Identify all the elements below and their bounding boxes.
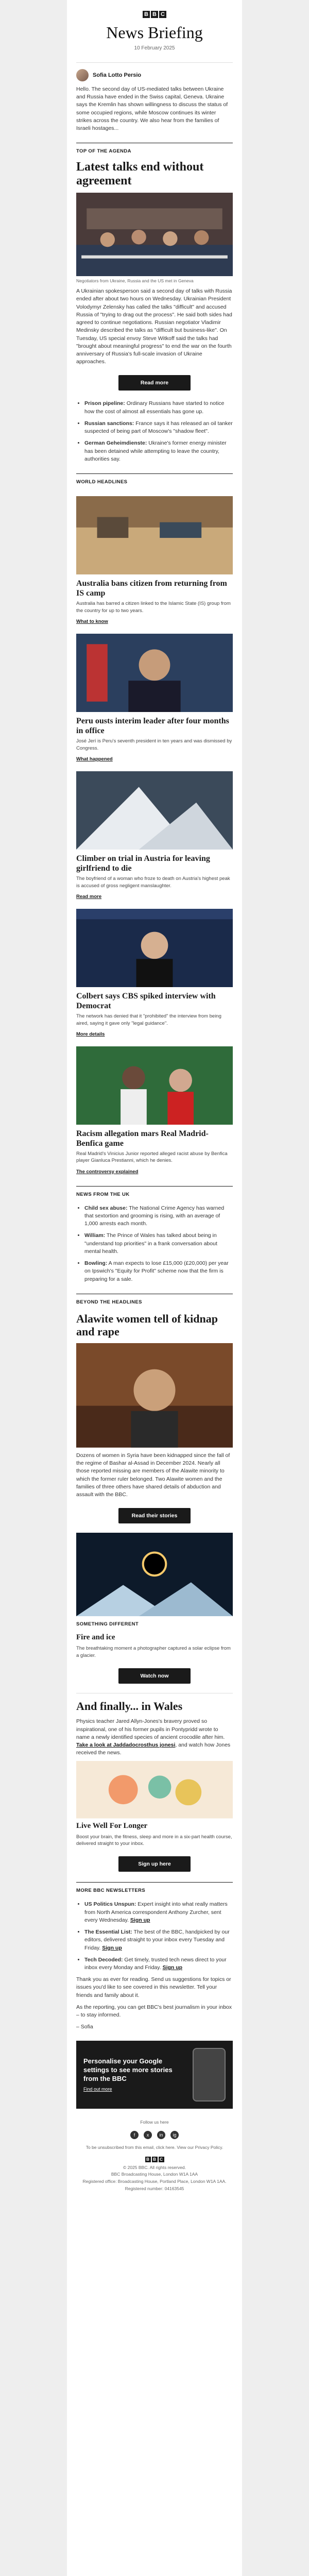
divider xyxy=(76,62,233,63)
bullet-lead: William: xyxy=(84,1232,106,1239)
author xyxy=(76,69,233,81)
signoff-signature: – Sofia xyxy=(76,2024,93,2030)
story-headline[interactable]: Climber on trial in Austria for leaving girlfriend to die xyxy=(76,854,210,873)
x-icon[interactable]: x xyxy=(144,2131,152,2139)
watch-now-button[interactable]: Watch now xyxy=(118,1668,191,1684)
bullet-text[interactable]: The National Crime Agency has warned that sextortion and grooming is rising, with an average of 1,000 arrests each month. xyxy=(84,1205,225,1227)
newsletter-container xyxy=(67,0,242,2576)
story-headline[interactable]: Colbert says CBS spiked interview with Democrat xyxy=(76,991,216,1011)
feature-body: Dozens of women in Syria have been kidnapped since the fall of the regime of Bashar al-Assad in December 2024. Nearly all those reported missing are members of the Alawite minority to which the former ruler belonged. Two Alawite women and the families of three others have shared details of abduction and assault with the BBC. xyxy=(76,1452,230,1498)
finally-link[interactable]: Take a look at Jaddadocrosthus jonesi xyxy=(76,1741,176,1748)
bullet-lead: Prison pipeline: xyxy=(84,400,125,407)
facebook-icon[interactable]: f xyxy=(130,2131,139,2139)
phone-icon xyxy=(193,2048,226,2102)
logo-letter: B xyxy=(143,11,150,18)
finally-text-2: , and watch how Jones received the news. xyxy=(76,1741,231,1756)
bullet-lead: Bowling: xyxy=(84,1260,108,1267)
more-bullets xyxy=(76,1901,233,1972)
bullet-text[interactable]: Ordinary Russians have started to notice how the cost of almost all essentials has gone up. xyxy=(84,400,225,415)
google-promo[interactable] xyxy=(76,2041,233,2109)
lead-image[interactable] xyxy=(76,193,233,276)
logo-letter: B xyxy=(145,2157,151,2162)
newsletter-signup-link[interactable]: Sign up xyxy=(162,1964,183,1971)
lead-headline[interactable]: Latest talks end without agreement xyxy=(76,160,204,188)
bullet-lead: Child sex abuse: xyxy=(84,1205,128,1211)
promo-link[interactable]: Find out more xyxy=(83,2086,112,2092)
sign-up-button[interactable]: Sign up here xyxy=(118,1856,191,1872)
story-image[interactable] xyxy=(76,634,233,712)
finally-text: Physics teacher Jared Allyn-Jones's bravery proved so inspirational, one of his former pupils in Pontypridd wrote to name a newly identified species of ancient crocodile after him. xyxy=(76,1718,225,1740)
logo-letter: C xyxy=(159,2157,164,2162)
list-item xyxy=(84,1956,233,1972)
world-story xyxy=(76,1046,233,1176)
newsletter-signup-link[interactable]: Sign up xyxy=(102,1944,122,1951)
bullet-text[interactable]: A man expects to lose £15,000 (£20,000) per year on Ipswich's "Equity for Profit" scheme now that the firm is preparing for a sale. xyxy=(84,1260,229,1282)
date: 10 February 2025 xyxy=(134,45,175,51)
world-story xyxy=(76,771,233,901)
list-item xyxy=(84,1205,233,1228)
photo-mountain xyxy=(76,771,233,850)
list-item xyxy=(84,1232,233,1256)
story-headline[interactable]: Peru ousts interim leader after four months in office xyxy=(76,716,229,736)
bullet-text[interactable]: Ukraine's former energy minister has been detained while attempting to leave the country, authorities say. xyxy=(84,440,227,462)
world-story xyxy=(76,634,233,763)
unsubscribe-note[interactable]: To be unsubscribed from this email, click here. View our Privacy Policy. xyxy=(85,2145,224,2150)
photo-colbert xyxy=(76,909,233,987)
bullet-text: The best of the BBC, handpicked by our editors, delivered straight to your inbox every Tuesday and Friday. xyxy=(84,1929,230,1951)
story-headline[interactable]: Australia bans citizen from returning from IS camp xyxy=(76,579,227,598)
story-link[interactable]: What happened xyxy=(76,756,113,762)
logo-letter: B xyxy=(152,2157,158,2162)
section-label-beyond: BEYOND THE HEADLINES xyxy=(76,1294,233,1308)
story-headline[interactable]: Racism allegation mars Real Madrid-Benfica game xyxy=(76,1129,209,1148)
bullet-lead: US Politics Unspun: xyxy=(84,1901,136,1908)
bullet-text: Get timely, trusted tech news direct to your inbox every Monday and Friday. xyxy=(84,1956,227,1971)
bullet-text: Expert insight into what really matters from North America correspondent Anthony Zurcher, sent every Wednesday. xyxy=(84,1901,228,1923)
bullet-lead: German Geheimdienste: xyxy=(84,440,147,447)
newsletter-title: News Briefing xyxy=(106,23,203,42)
story-desc: Australia has barred a citizen linked to the Islamic State (IS) group from the country for up to two years. xyxy=(76,601,231,614)
photo-talks xyxy=(76,193,233,276)
feature-image[interactable] xyxy=(76,1343,233,1448)
logo-letter: B xyxy=(151,11,158,18)
world-story xyxy=(76,909,233,1038)
social-links xyxy=(76,2131,233,2139)
instagram-icon[interactable]: ig xyxy=(170,2131,179,2139)
lead-caption: Negotiators from Ukraine, Russia and the US met in Geneva xyxy=(76,278,194,284)
promo-headline: Personalise your Google settings to see more stories from the BBC xyxy=(83,2057,173,2082)
photo-football xyxy=(76,1046,233,1125)
finally-headline: And finally... in Wales xyxy=(76,1700,183,1713)
story-image[interactable] xyxy=(76,1046,233,1125)
list-item xyxy=(84,439,233,463)
list-item xyxy=(84,420,233,435)
footer xyxy=(76,2119,233,2193)
story-image[interactable] xyxy=(76,909,233,987)
signoff-text: Thank you as ever for reading. Send us suggestions for topics or issues you'd like to see covered in this newsletter. Tell your friends and family about it. xyxy=(76,1976,231,1998)
top-bullets xyxy=(76,400,233,463)
wellfit-image[interactable] xyxy=(76,1761,233,1818)
list-item xyxy=(84,400,233,415)
list-item xyxy=(84,1901,233,1924)
illustration-wellness xyxy=(76,1761,233,1818)
different-desc: The breathtaking moment a photographer captured a solar eclipse from a glacier. xyxy=(76,1646,231,1658)
bullet-text[interactable]: The Prince of Wales has talked about being in "understand top priorities" in a frank conversation about mental health. xyxy=(84,1232,217,1255)
uk-bullets xyxy=(76,1205,233,1283)
story-link[interactable]: What to know xyxy=(76,618,108,624)
photo-peru xyxy=(76,634,233,712)
bullet-lead: Russian sanctions: xyxy=(84,420,134,427)
bullet-lead: The Essential List: xyxy=(84,1929,132,1936)
author-avatar xyxy=(76,69,89,81)
read-stories-button[interactable]: Read their stories xyxy=(118,1508,191,1523)
lead-body: A Ukrainian spokesperson said a second day of talks with Russia ended after about two hours on Wednesday. Ukrainian President Volodymyr Zelensky has called the talks "difficult" and accused Russia of "trying to drag out the process". He said both sides had agreed to continue negotiations. Russian negotiator Vladimir Medinsky described the talks as "difficult but business-like". On Tuesday, US special envoy Steve Witkoff said the talks had "brought about meaningful progress" to end the war on the fourth anniversary of Russia's full-scale invasion of Ukraine approaches. xyxy=(76,288,232,365)
story-link[interactable]: More details xyxy=(76,1031,105,1037)
different-headline[interactable]: Fire and ice xyxy=(76,1633,115,1642)
finally-body xyxy=(76,1718,233,1757)
newsletter-signup-link[interactable]: Sign up xyxy=(130,1917,150,1923)
linkedin-icon[interactable]: in xyxy=(157,2131,165,2139)
wellfit-headline[interactable]: Live Well For Longer xyxy=(76,1821,148,1830)
read-more-button[interactable]: Read more xyxy=(118,375,191,391)
story-image[interactable] xyxy=(76,496,233,574)
section-label-more: MORE BBC NEWSLETTERS xyxy=(76,1882,233,1896)
list-item xyxy=(84,1928,233,1952)
follow-label: Follow us here xyxy=(140,2119,169,2125)
logo-letter: C xyxy=(159,11,166,18)
story-link[interactable]: The controversy explained xyxy=(76,1168,139,1175)
signoff-text-2: As the reporting, you can get BBC's best journalism in your inbox – to stay informed. xyxy=(76,2004,232,2019)
story-desc: Real Madrid's Vinicius Junior reported alleged racist abuse by Benfica player Gianluca Prestianni, which he denies. xyxy=(76,1151,228,1164)
story-link[interactable]: Read more xyxy=(76,893,102,900)
feature-headline[interactable]: Alawite women tell of kidnap and rape xyxy=(76,1312,218,1338)
photo-alawite xyxy=(76,1343,233,1448)
promo-copy xyxy=(83,2057,187,2092)
address: BBC Broadcasting House, London W1A 1AA xyxy=(111,2172,198,2177)
copyright: © 2025 BBC. All rights reserved. xyxy=(123,2164,186,2170)
wellfit-body: Boost your brain, the fitness, sleep and more in a six-part health course, delivered straight to your inbox. xyxy=(76,1834,232,1847)
photo-eclipse xyxy=(76,1533,233,1616)
photo-camp xyxy=(76,496,233,574)
list-item xyxy=(84,1260,233,1283)
story-image[interactable] xyxy=(76,771,233,850)
section-label-uk: NEWS FROM THE UK xyxy=(76,1186,233,1200)
footer-bbc-logo xyxy=(145,2157,164,2162)
section-label-different: SOMETHING DIFFERENT xyxy=(76,1621,139,1628)
bbc-logo[interactable] xyxy=(143,11,166,18)
story-desc: The network has denied that it "prohibited" the interview from being aired, saying it gave only "legal guidance". xyxy=(76,1013,221,1026)
registered-office: Registered office: Broadcasting House, Portland Place, London W1A 1AA. Registered number: 04163545 xyxy=(82,2178,227,2191)
bullet-text[interactable]: France says it has released an oil tanker suspected of being part of Moscow's "shadow fleet". xyxy=(84,420,233,435)
author-name: Sofia Lotto Persio xyxy=(93,72,142,78)
world-story xyxy=(76,496,233,625)
section-label-top: TOP OF THE AGENDA xyxy=(76,143,233,157)
masthead xyxy=(76,7,233,56)
bullet-lead: Tech Decoded: xyxy=(84,1956,123,1963)
story-desc: José Jerí is Peru's seventh president in ten years and was dismissed by Congress. xyxy=(76,738,232,751)
story-desc: The boyfriend of a woman who froze to death on Austria's highest peak is accused of gross negligent manslaughter. xyxy=(76,876,230,889)
different-image[interactable] xyxy=(76,1533,233,1616)
section-label-world: WORLD HEADLINES xyxy=(76,473,233,488)
intro-text: Hello. The second day of US-mediated talks between Ukraine and Russia have ended in the Swiss capital, Geneva. Ukraine says the Kremlin has shown willingness to discuss the status of some occupied regions, while Moscow continues its winter strikes across the country. We also hear from the families of Israeli hostages... xyxy=(76,86,228,132)
